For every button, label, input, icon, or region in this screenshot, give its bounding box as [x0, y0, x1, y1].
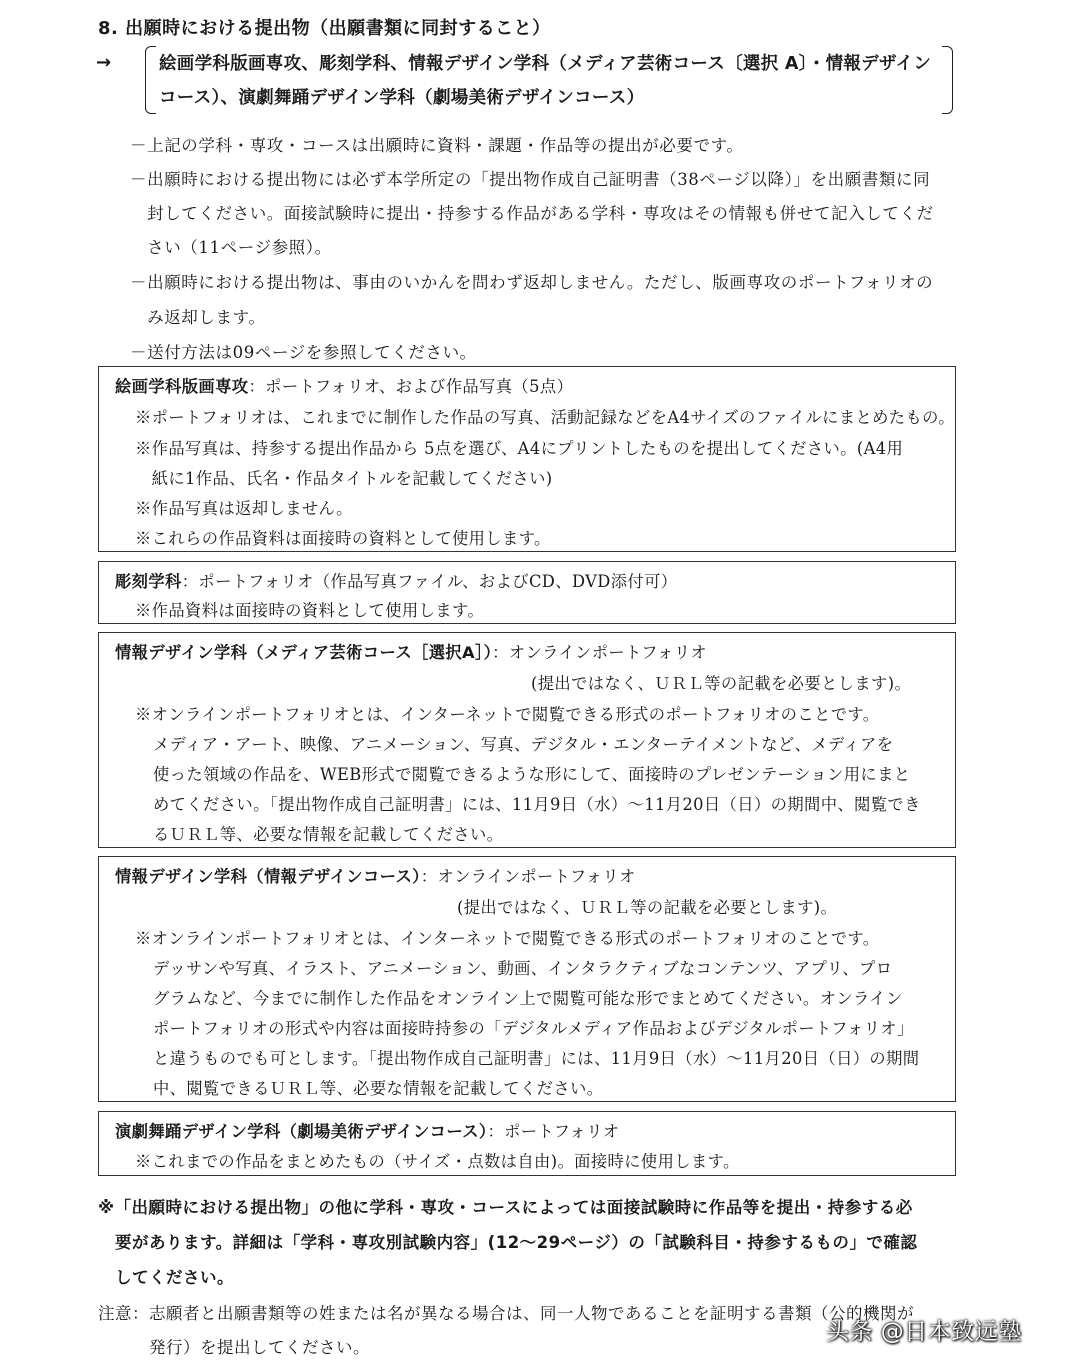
- left-bracket: [145, 46, 156, 114]
- caution-line-1: 注意：志願者と出願書類等の姓または名が異なる場合は、同一人物であることを証明する書類（公的機関が: [98, 1304, 914, 1323]
- note-line-3: 封してください。面接試験時に提出・持参する作品がある学科・専攻はその情報も併せて記入してくだ: [130, 204, 934, 223]
- footnote-line-2: 要があります。詳細は「学科・専攻別試験内容」(12～29ページ）の「試験科目・持参するもの」で確認: [98, 1233, 918, 1252]
- section-heading: 8. 出願時における提出物（出願書類に同封すること）: [98, 18, 551, 39]
- box-theater-design-title: 演劇舞踊デザイン学科（劇場美術デザインコース）: [115, 1122, 488, 1141]
- target-departments-line-1: 絵画学科版画専攻、彫刻学科、情報デザイン学科（メディア芸術コース〔選択 A〕・情報デザイン: [159, 54, 932, 74]
- box-sculpture-title-rest: ：ポートフォリオ（作品写真ファイル、およびCD、DVD添付可）: [181, 572, 678, 591]
- box-info-design-line-5: と違うものでも可とします。「提出物作成自己証明書」には、11月9日（水）～11月20日（日）の期間: [153, 1049, 920, 1068]
- note-line-1: －上記の学科・専攻・コースは出願時に資料・課題・作品等の提出が必要です。: [130, 136, 744, 155]
- box-info-design-line-4: ポートフォリオの形式や内容は面接時持参の「デジタルメディア作品およびデジタルポートフォリオ」: [153, 1019, 914, 1038]
- target-departments-line-2: コース）、演劇舞踊デザイン学科（劇場美術デザインコース）: [159, 88, 645, 108]
- box-printmaking: [98, 366, 956, 552]
- box-info-design-title-rest: ：オンラインポートフォリオ: [420, 867, 636, 886]
- box-theater-design-line-1: ※これまでの作品をまとめたもの（サイズ・点数は自由)。面接時に使用します。: [135, 1152, 740, 1171]
- target-departments-bracket: [145, 46, 953, 112]
- box-theater-design: [98, 1111, 956, 1176]
- box-media-art-line-3: 使った領域の作品を、WEB形式で閲覧できるような形にして、面接時のプレゼンテーション用にまと: [153, 765, 911, 784]
- box-media-art-line-2: メディア・アート、映像、アニメーション、写真、デジタル・エンターテイメントなど、メディアを: [153, 735, 894, 754]
- box-media-art-line-4: めてください。「提出物作成自己証明書」には、11月9日（水）～11月20日（日）の期間中、閲覧でき: [153, 795, 921, 814]
- box-printmaking-line-5: ※これらの作品資料は面接時の資料として使用します。: [135, 529, 551, 548]
- box-theater-design-title-rest: ：ポートフォリオ: [487, 1122, 620, 1141]
- box-info-design-line-3: グラムなど、今までに制作した作品をオンライン上で閲覧可能な形でまとめてください。オンライン: [153, 989, 903, 1008]
- box-info-design-line-6: 中、閲覧できるＵＲＬ等、必要な情報を記載してください。: [153, 1079, 604, 1098]
- note-line-4: さい（11ページ参照）。: [130, 238, 332, 257]
- note-line-5: －出願時における提出物は、事由のいかんを問わず返却しません。ただし、版画専攻のポートフォリオの: [130, 273, 934, 292]
- note-line-6: み返却します。: [130, 308, 266, 327]
- box-printmaking-title: 絵画学科版画専攻: [115, 377, 249, 396]
- box-media-art-title-row: [115, 639, 707, 663]
- box-info-design-title-row: [115, 863, 636, 887]
- box-info-design-line-2: デッサンや写真、イラスト、アニメーション、動画、インタラクティブなコンテンツ、アプリ、プロ: [153, 959, 893, 978]
- box-info-design-line-1: ※オンラインポートフォリオとは、インターネットで閲覧できる形式のポートフォリオのことです。: [135, 929, 880, 948]
- box-info-design: [98, 856, 956, 1102]
- box-printmaking-title-row: [115, 373, 573, 397]
- box-sculpture-line-1: ※作品資料は面接時の資料として使用します。: [135, 601, 485, 620]
- note-line-7: －送付方法は09ページを参照してください。: [130, 343, 477, 362]
- note-line-2: －出願時における提出物には必ず本学所定の「提出物作成自己証明書（38ページ以降）」を出願書類に同: [130, 170, 931, 189]
- box-media-art-line-5: るＵＲＬ等、必要な情報を記載してください。: [153, 825, 504, 844]
- watermark: 头条 @日本致远塾: [826, 1319, 1022, 1345]
- footnote-line-1: ※「出願時における提出物」の他に学科・専攻・コースによっては面接試験時に作品等を提出・持参する必: [98, 1198, 913, 1217]
- box-sculpture: [98, 561, 956, 624]
- box-sculpture-title-row: [115, 568, 677, 592]
- arrow-icon: →: [96, 52, 112, 73]
- box-media-art-line-1: ※オンラインポートフォリオとは、インターネットで閲覧できる形式のポートフォリオのことです。: [135, 705, 880, 724]
- box-info-design-sub: (提出ではなく、ＵＲＬ等の記載を必要とします)。: [457, 898, 838, 917]
- box-media-art-sub: (提出ではなく、ＵＲＬ等の記載を必要とします)。: [531, 674, 912, 693]
- caution-line-2: 発行）を提出してください。: [98, 1338, 370, 1357]
- box-sculpture-title: 彫刻学科: [115, 572, 182, 591]
- right-bracket: [942, 46, 953, 114]
- box-media-art-title-rest: ：オンラインポートフォリオ: [492, 643, 708, 662]
- box-printmaking-line-1: ※ポートフォリオは、これまでに制作した作品の写真、活動記録などをA4サイズのファイルにまとめたもの。: [135, 408, 955, 427]
- box-printmaking-line-4: ※作品写真は返却しません。: [135, 499, 353, 518]
- box-media-art: [98, 632, 956, 848]
- box-printmaking-title-rest: ：ポートフォリオ、および作品写真（5点）: [248, 377, 574, 396]
- box-info-design-title: 情報デザイン学科（情報デザインコース）: [115, 867, 421, 886]
- box-printmaking-line-3: 紙に1作品、氏名・作品タイトルを記載してください): [135, 469, 553, 488]
- box-media-art-title: 情報デザイン学科（メディア芸術コース［選択A］）: [115, 643, 493, 662]
- box-printmaking-line-2: ※作品写真は、持参する提出作品から 5点を選び、A4にプリントしたものを提出してください。(A4用: [135, 439, 904, 458]
- footnote-line-3: してください。: [98, 1268, 234, 1287]
- box-theater-design-title-row: [115, 1118, 619, 1142]
